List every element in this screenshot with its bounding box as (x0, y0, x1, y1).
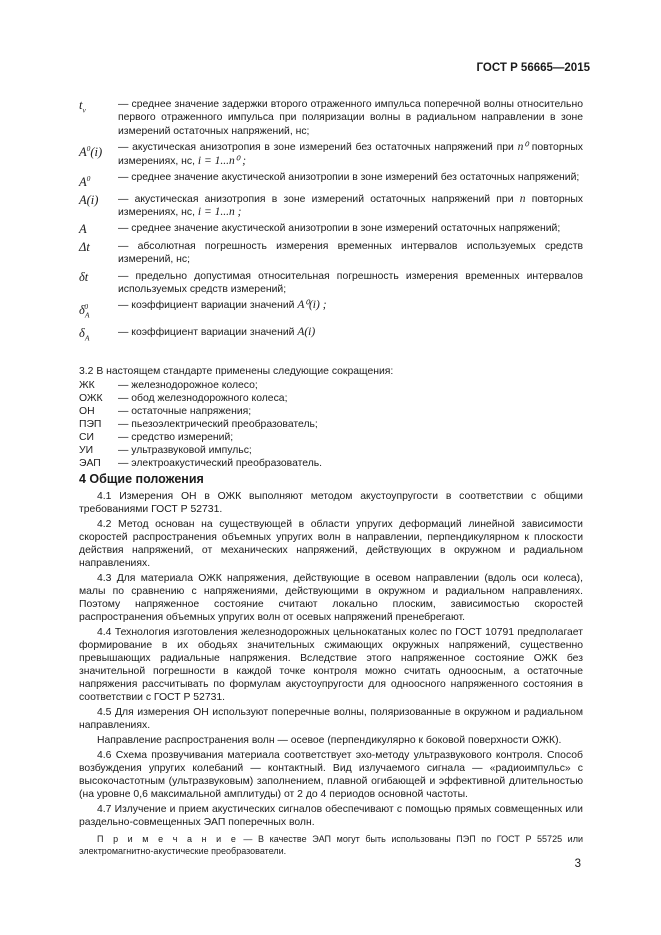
section-title: 4 Общие положения (79, 472, 204, 486)
definition-row (79, 240, 583, 267)
definition-text: — акустическая анизотропия в зоне измерений без остаточных напряжений при n⁰ повторных измерениях, нс, i = 1...n⁰ ; (118, 141, 584, 167)
abbreviation-row: УИ — ультразвуковой импульс; (79, 445, 252, 456)
definition-text: — коэффициент вариации значений A(i) (118, 325, 316, 338)
paragraph: 4.6 Схема прозвучивания материала соответствует эхо-методу ультразвукового контроля. Способ возбуждения упругих колебаний — контактный. Вид излучаемого сигнала — «радиоимпульс» с высокочастотным (ультразвуковым) заполнением, плавной огибающей и эффективной длительностью (на уровне 0,6 максимальной амплитуды) от 2 до 4 периодов основной частоты. (79, 750, 583, 800)
definition-row (79, 98, 583, 138)
paragraph: 4.5 Для измерения ОН используют поперечные волны, поляризованные в окружном и радиальном направлениях. (79, 707, 583, 731)
definition-text: — предельно допустимая относительная погрешность измерения временных интервалов используемых средств измерений; (118, 270, 583, 296)
standard-header: ГОСТ Р 56665—2015 (476, 62, 590, 74)
definition-row (79, 326, 583, 345)
paragraph: 4.4 Технология изготовления железнодорожных цельнокатаных колес по ГОСТ 10791 предполагает формирование в их ободьях значительных сжимающих окружных напряжений, существенно превышающих радиальные напряжения. Вследствие этого напряженное состояние ОЖК без значительной погрешности в каждой точке контроля можно считать одноосным, а остаточные напряжения рассчитывать по формулам акустоупругости для одноосного напряженного состояния в соответствии с ГОСТ Р 52731. (79, 627, 583, 703)
paragraph: Направление распространения волн — осевое (перпендикулярно к боковой поверхности ОЖК). (97, 735, 562, 746)
definition-text: — среднее значение акустической анизотропии в зоне измерений без остаточных напряжений; (118, 172, 580, 184)
abbreviation-row: СИ — средство измерений; (79, 432, 234, 443)
paragraph: 4.1 Измерения ОН в ОЖК выполняют методом акустоупругости в соответствии с общими требованиями ГОСТ Р 52731. (79, 491, 583, 515)
note-label: П р и м е ч а н и е (97, 834, 238, 844)
abbreviations-intro: 3.2 В настоящем стандарте применены следующие сокращения: (79, 366, 394, 377)
symbol-ai: A(i) (79, 192, 99, 207)
definition-text: — среднее значение акустической анизотропии в зоне измерений остаточных напряжений; (118, 223, 561, 235)
body-text (79, 365, 583, 857)
definition-row (79, 171, 583, 190)
abbreviation-row: ЖК — железнодорожное колесо; (79, 380, 258, 391)
note-text: — В качестве ЭАП могут быть использованы ПЭП по ГОСТ Р 55725 или электромагнитно-акустические преобразователи. (79, 834, 583, 856)
symbol-delta-a: $\delta_A$ (79, 325, 90, 342)
definition-row (79, 299, 583, 322)
paragraph: 4.3 Для материала ОЖК напряжения, действующие в осевом направлении (вдоль оси колеса), малы по сравнению с напряжениями, действующими в окружном и радиальном направлениях. Поэтому напряженное состояние считают локально плоским, зависимостью скоростей распространения объемных упругих волн от осевых напряжений пренебрегают. (79, 573, 583, 623)
definition-text: — коэффициент вариации значений A⁰(i) ; (118, 299, 327, 312)
symbol-delta-t-abs: Δt (79, 239, 90, 254)
abbreviation-row: ОЖК — обод железнодорожного колеса; (79, 393, 288, 404)
definition-row (79, 270, 583, 297)
symbol-delta-a0: $\delta_A^0$ (79, 302, 90, 321)
symbol-definitions (79, 98, 583, 347)
definition-text: — абсолютная погрешность измерения временных интервалов используемых средств измерений, нс; (118, 240, 583, 266)
note (79, 833, 583, 857)
symbol-a-mean: A (79, 222, 87, 237)
symbol-a0-mean: $A^0$ (79, 174, 91, 190)
paragraph: 4.7 Излучение и прием акустических сигналов обеспечивают с помощью прямых совмещенных или раздельно-совмещенных ЭАП поперечных волн. (79, 804, 583, 828)
abbreviation-row: ПЭП — пьезоэлектрический преобразователь; (79, 419, 318, 430)
abbreviation-row: ЭАП — электроакустический преобразователь. (79, 458, 323, 469)
page-number: 3 (574, 858, 581, 870)
symbol-delta-t-rel: δt (79, 269, 89, 284)
definition-row (79, 193, 583, 220)
symbol-a0i: $A^0(i)$ (79, 144, 103, 160)
definition-row (79, 141, 583, 168)
definition-text: — акустическая анизотропия в зоне измерений остаточных напряжений при n повторных измерениях, нс, i = 1...n ; (118, 192, 584, 218)
abbreviation-row: ОН — остаточные напряжения; (79, 406, 252, 417)
definition-text: — среднее значение задержки второго отраженного импульса поперечной волны относительно первого отраженного импульса при поляризации волны в радиальном направлении в зоне измерений остаточных напряжений, нс; (118, 99, 583, 137)
definition-row (79, 222, 583, 236)
symbol-tv: $t_v$ (79, 98, 86, 115)
paragraph: 4.2 Метод основан на существующей в области упругих деформаций линейной зависимости скоростей распространения объемных упругих волн в направлении, перпендикулярном к плоскости действия напряжений, от механических напряжений, действующих в окружном и радиальном направлениях. (79, 519, 583, 569)
